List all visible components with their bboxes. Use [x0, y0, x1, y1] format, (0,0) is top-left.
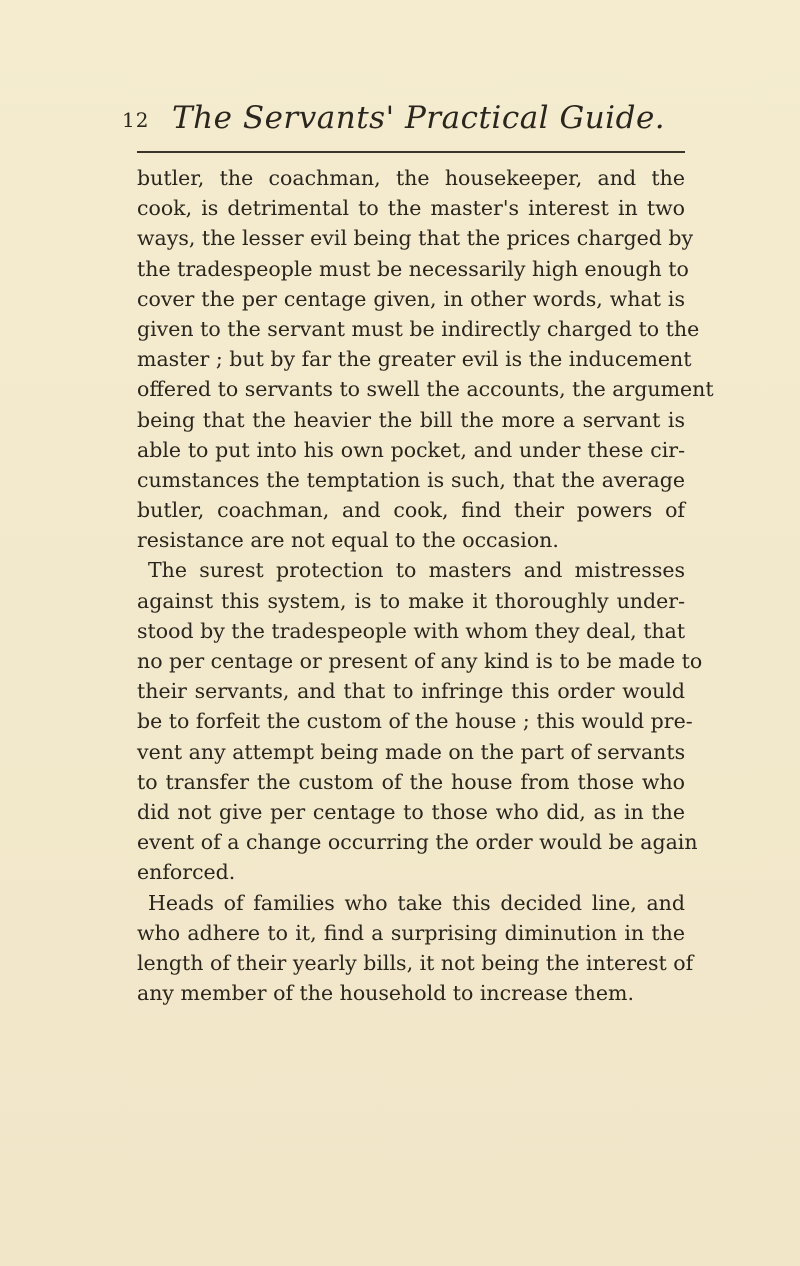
page-number: 12 [122, 108, 150, 132]
text-line: be to forfeit the custom of the house ; this would pre- [137, 709, 693, 734]
text-line: their servants, and that to infringe this order would [137, 679, 685, 704]
text-line: event of a change occurring the order would be again [137, 830, 698, 855]
text-line: ways, the lesser evil being that the prices charged by [137, 226, 694, 251]
text-line: cumstances the temptation is such, that the average [137, 467, 685, 492]
text-line: butler, coachman, and cook, find their powers of [137, 498, 685, 523]
text-line: the tradespeople must be necessarily high enough to [137, 256, 689, 281]
body-text [137, 163, 714, 1008]
text-line: to transfer the custom of the house from those who [137, 769, 685, 794]
text-line: cook, is detrimental to the master's interest in two [137, 196, 685, 221]
running-head: The Servants' Practical Guide. [172, 100, 666, 136]
text-line: Heads of families who take this decided line, and [148, 890, 685, 915]
text-line: no per centage or present of any kind is to be made to [137, 649, 703, 673]
text-line: any member of the household to increase them. [137, 981, 634, 1006]
text-line: vent any attempt being made on the part of servants [137, 739, 686, 764]
text-line: against this system, is to make it thoroughly under- [137, 588, 685, 613]
text-line: did not give per centage to those who did, as in the [137, 799, 685, 824]
text-line: The surest protection to masters and mistresses [148, 558, 685, 583]
header-rule [137, 151, 685, 153]
text-line: length of their yearly bills, it not being the interest of [137, 950, 694, 975]
text-line: butler, the coachman, the housekeeper, and the [137, 166, 685, 190]
text-line: cover the per centage given, in other words, what is [137, 286, 685, 311]
text-line: able to put into his own pocket, and under these cir- [137, 437, 685, 462]
text-line: given to the servant must be indirectly charged to the [137, 316, 700, 341]
page-header [122, 100, 682, 140]
text-line: stood by the tradespeople with whom they deal, that [137, 618, 686, 643]
text-line: resistance are not equal to the occasion. [137, 528, 559, 553]
text-line: enforced. [137, 860, 236, 885]
text-line: being that the heavier the bill the more a servant is [137, 407, 685, 432]
text-line: master ; but by far the greater evil is the inducement [137, 347, 692, 372]
text-line: who adhere to it, find a surprising diminution in the [137, 920, 685, 945]
text-line: offered to servants to swell the accounts, the argument [137, 377, 714, 402]
